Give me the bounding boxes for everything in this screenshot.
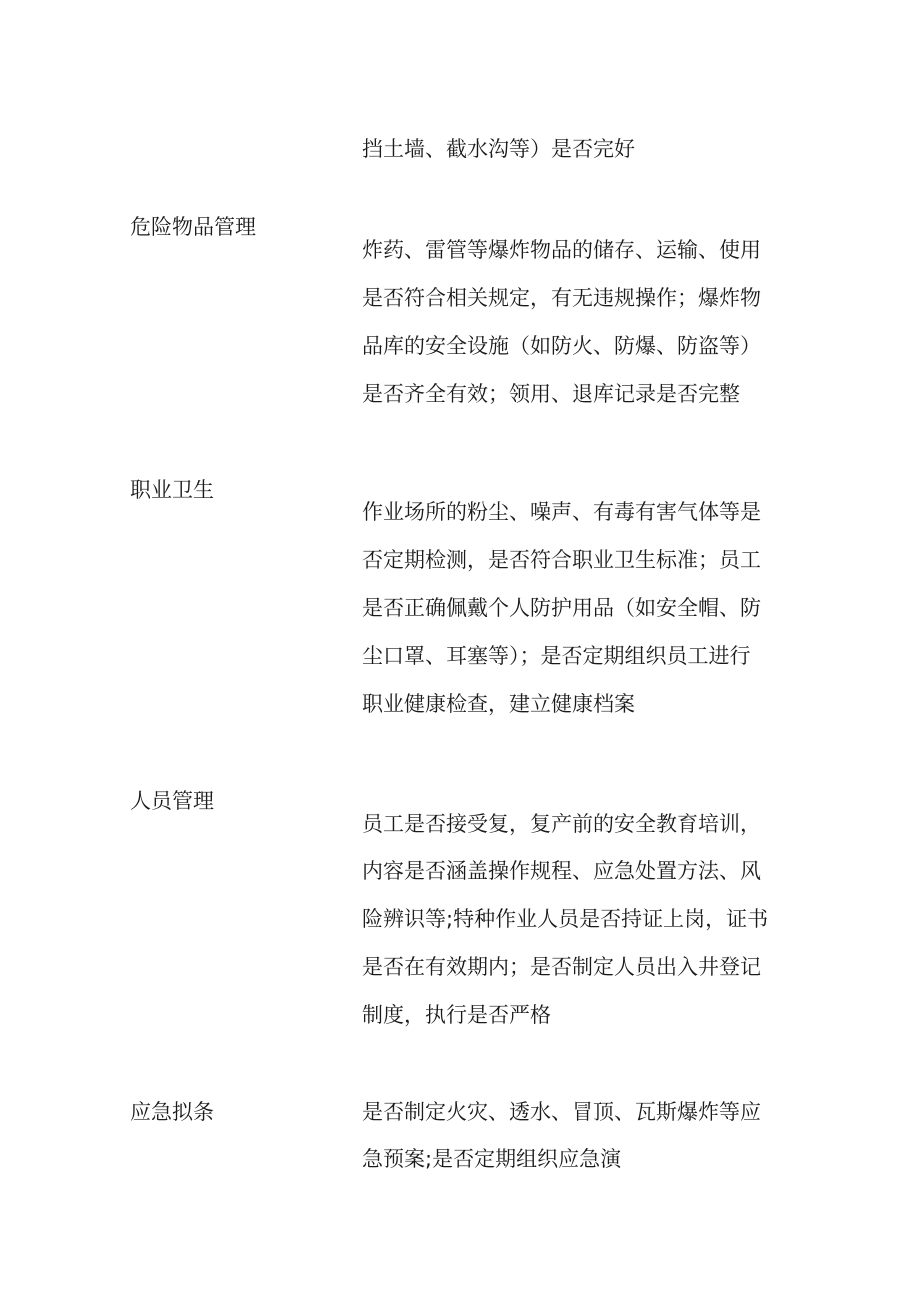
text-line: 否定期检测，是否符合职业卫生标准；员工	[362, 548, 761, 572]
text-line: 职业健康检查，建立健康档案	[362, 692, 635, 716]
section-label: 危险物品管理	[130, 215, 256, 239]
text-line: 是否制定火灾、透水、冒顶、瓦斯爆炸等应	[362, 1100, 761, 1124]
text-line: 作业场所的粉尘、噪声、有毒有害气体等是	[362, 500, 761, 524]
text-line: 员工是否接受复，复产前的安全教育培训，	[362, 812, 761, 836]
text-line: 险辨识等;特种作业人员是否持证上岗，证书	[362, 907, 769, 931]
text-line: 尘口罩、耳塞等）；是否定期组织员工进行	[362, 644, 751, 668]
text-line: 急预案;是否定期组织应急演	[362, 1147, 622, 1171]
section-label: 应急拟条	[130, 1100, 214, 1124]
text-line: 是否在有效期内；是否制定人员出入井登记	[362, 955, 761, 979]
text-line: 是否正确佩戴个人防护用品（如安全帽、防	[362, 596, 761, 620]
text-line: 是否符合相关规定，有无违规操作；爆炸物	[362, 286, 761, 310]
text-line: 是否齐全有效；领用、退库记录是否完整	[362, 382, 740, 406]
section-label: 人员管理	[130, 789, 214, 813]
section-label: 职业卫生	[130, 478, 214, 502]
text-line: 内容是否涵盖操作规程、应急处置方法、风	[362, 859, 761, 883]
text-line: 挡土墙、截水沟等）是否完好	[362, 137, 635, 161]
text-line: 制度，执行是否严格	[362, 1003, 551, 1027]
text-line: 炸药、雷管等爆炸物品的储存、运输、使用	[362, 238, 761, 262]
text-line: 品库的安全设施（如防火、防爆、防盗等）	[362, 334, 761, 358]
